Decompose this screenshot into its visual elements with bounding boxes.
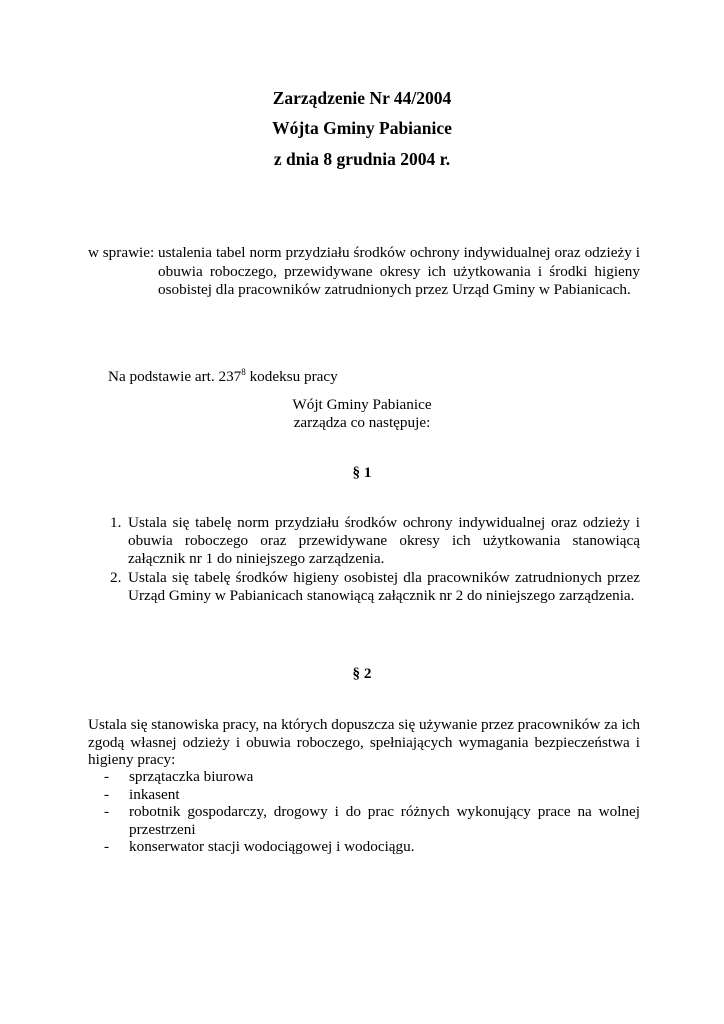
legal-basis-prefix: Na podstawie art. 237 [108, 368, 242, 385]
section-2-list [104, 768, 640, 856]
list-item [104, 803, 640, 838]
list-item [104, 838, 640, 856]
section-1-sign: § 1 [352, 464, 372, 481]
list-bullet: - [104, 785, 110, 803]
legal-basis-suffix: kodeksu pracy [245, 368, 338, 385]
list-item [104, 768, 640, 786]
section-2-intro: Ustala się stanowiska pracy, na których dopuszcza się używanie przez pracowników za ich zgodą własnej odzieży i obuwia roboczego, spełniających wymagania bezpieczeństwa i higieny pracy: [88, 716, 640, 768]
list-item [104, 786, 640, 804]
subject-text: ustalenia tabel norm przydziału środków ochrony indywidualnej oraz odzieży i obuwia roboczego, przewidywane okresy ich użytkowania i środki higieny osobistej dla pracowników zatrudnionych przez Urząd Gminy w Pabianicach. [158, 244, 640, 298]
list-item-text: sprzątaczka biurowa [129, 768, 254, 785]
list-item-text: inkasent [129, 785, 180, 803]
list-bullet: - [104, 803, 110, 820]
list-item-text: robotnik gospodarczy, drogowy i do prac różnych wykonujący prace na wolnej przestrzeni [129, 803, 640, 838]
legal-basis [108, 363, 338, 386]
authority-line: Wójt Gminy Pabianice [292, 396, 432, 413]
legal-basis-superscript: 8 [241, 367, 246, 377]
list-item-text: Ustala się tabelę środków higieny osobistej dla pracowników zatrudnionych przez Urząd Gminy w Pabianicach stanowiącą załącznik nr 2 do niniejszego zarządzenia. [128, 568, 640, 604]
authority-decree-line: zarządza co następuje: [293, 414, 431, 431]
list-item-text: konserwator stacji wodociągowej i wodociągu. [129, 838, 415, 855]
list-item-text: Ustala się tabelę norm przydziału środków ochrony indywidualnej oraz odzieży i obuwia roboczego oraz przewidywane okresy ich użytkowania stanowiącą załącznik nr 1 do niniejszego zarządzenia. [128, 514, 640, 568]
list-bullet: - [104, 838, 110, 855]
section-2-sign: § 2 [352, 665, 372, 682]
list-item [110, 514, 640, 569]
list-item-number: 1. [110, 514, 122, 531]
list-item-number: 2. [110, 568, 122, 586]
list-item [110, 569, 640, 605]
section-1-list [110, 514, 640, 605]
issuer-title: Wójta Gminy Pabianice [272, 118, 452, 138]
document-title: Zarządzenie Nr 44/2004 [272, 88, 452, 108]
list-bullet: - [104, 768, 110, 785]
subject-block [88, 244, 640, 300]
subject-label: w sprawie: [88, 244, 155, 261]
document-date: z dnia 8 grudnia 2004 r. [273, 149, 451, 169]
